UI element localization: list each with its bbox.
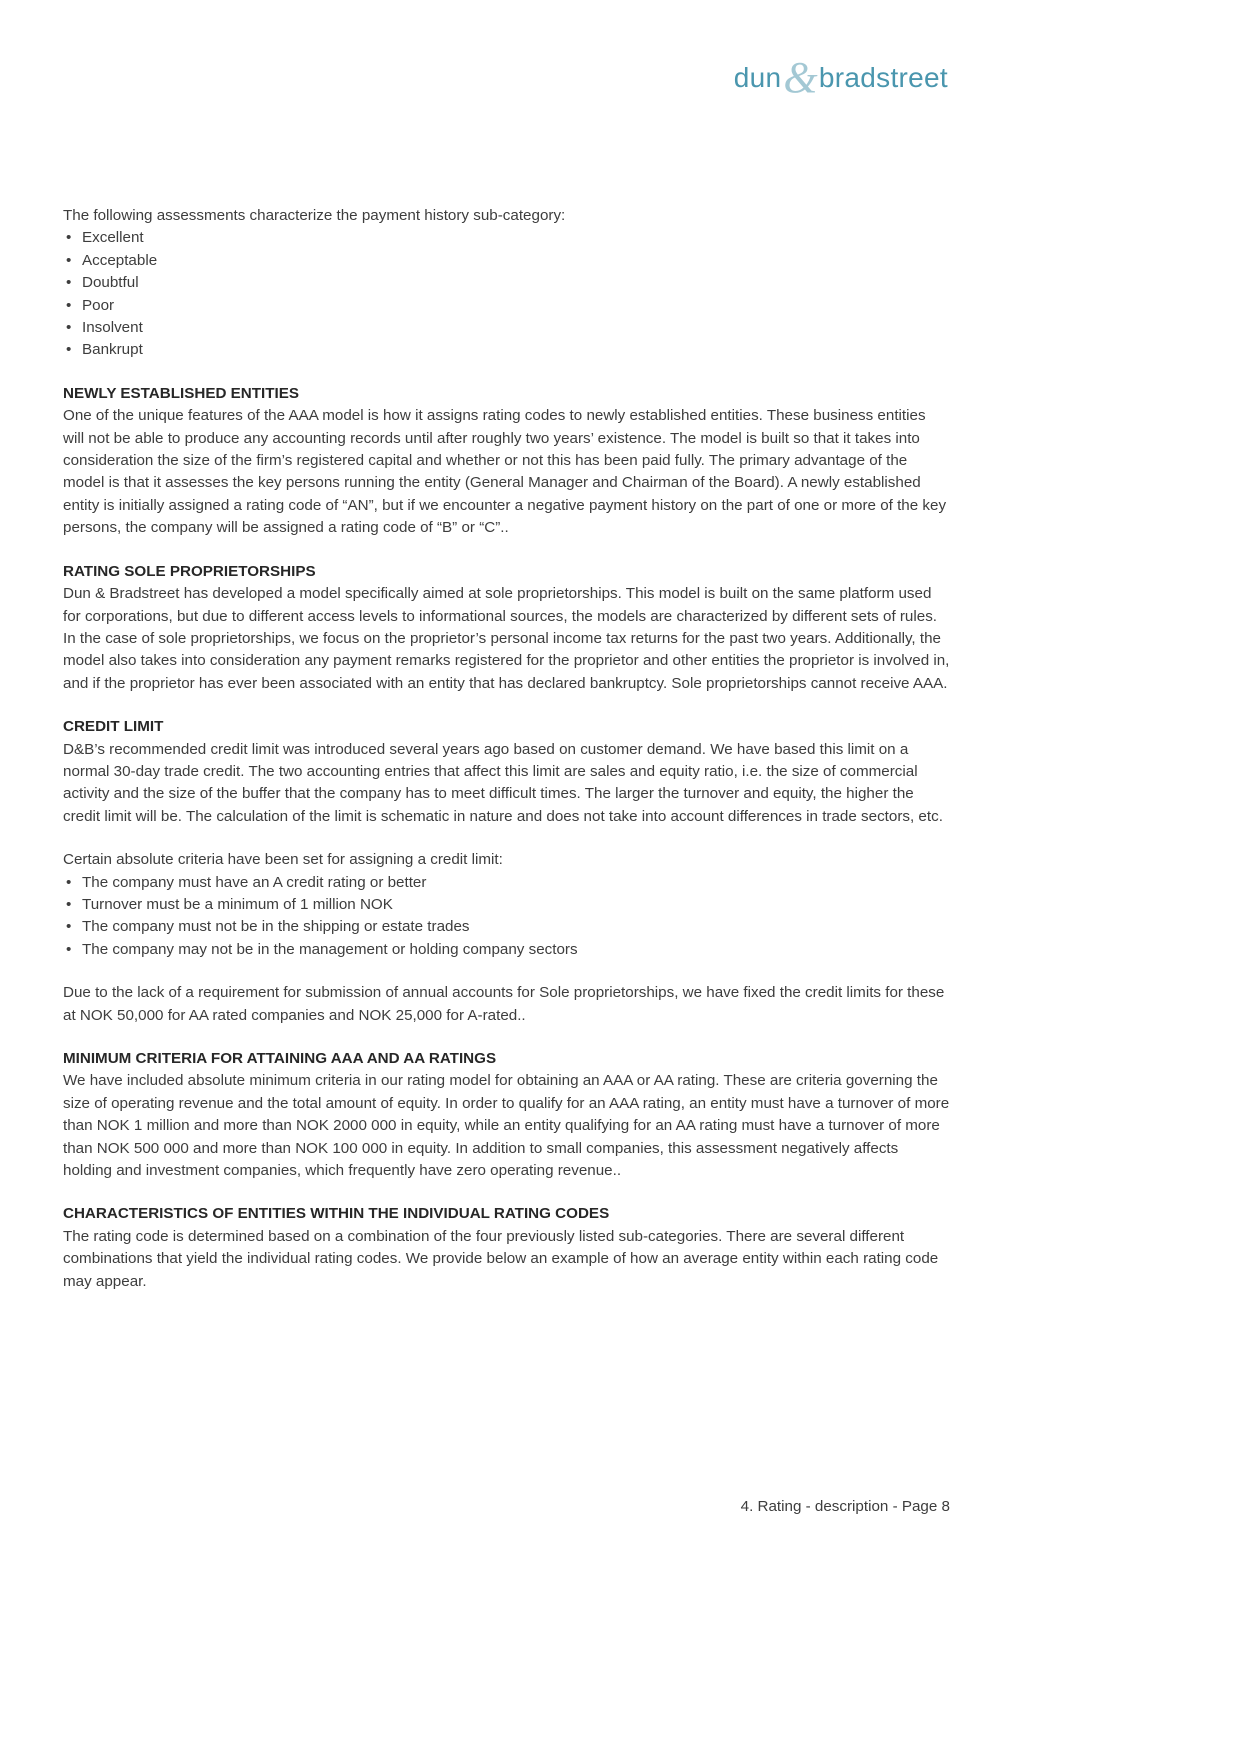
list-item: • Excellent xyxy=(63,227,950,249)
list-item: • Bankrupt xyxy=(63,339,950,361)
list-item: • Insolvent xyxy=(63,317,950,339)
section-minimum-criteria xyxy=(63,1048,950,1182)
paragraph: We have included absolute minimum criteria in our rating model for obtaining an AAA or AA rating. These are criteria governing the size of operating revenue and the total amount of equity. In order to qualify for an AAA rating, an entity must have a turnover of more than NOK 1 million and more than NOK 2000 000 in equity, while an entity qualifying for an AA rating must have a turnover of more than NOK 500 000 and more than NOK 100 000 in equity. In addition to small companies, this assessment negatively affects holding and investment companies, which frequently have zero operating revenue.. xyxy=(63,1072,950,1180)
section-credit-limit xyxy=(63,716,950,1027)
paragraph: D&B’s recommended credit limit was introduced several years ago based on customer demand. We have based this limit on a normal 30-day trade credit. The two accounting entries that affect this limit are sales and equity ratio, i.e. the size of commercial activity and the size of the buffer that the company has to meet difficult times. The larger the turnover and equity, the higher the credit limit will be. The calculation of the limit is schematic in nature and does not take into account differences in trade sectors, etc. xyxy=(63,740,943,825)
paragraph: Dun & Bradstreet has developed a model specifically aimed at sole proprietorships. This model is built on the same platform used for corporations, but due to different access levels to informational sources, the models are characterized by different sets of rules. In the case of sole proprietorships, we focus on the proprietor’s personal income tax returns for the past two years. Additionally, the model also takes into consideration any payment remarks registered for the proprietor and other entities the proprietor is involved in, and if the proprietor has ever been associated with an entity that has declared bankruptcy. Sole proprietorships cannot receive AAA. xyxy=(63,585,950,692)
logo-text-dun: dun xyxy=(733,62,782,93)
list-item: • The company must not be in the shipping or estate trades xyxy=(63,916,950,938)
section-heading: CHARACTERISTICS OF ENTITIES WITHIN THE INDIVIDUAL RATING CODES xyxy=(63,1205,610,1223)
list-item: • Poor xyxy=(63,295,950,317)
payment-history-assessments-list xyxy=(63,227,950,361)
list-item: • Acceptable xyxy=(63,250,950,272)
section-newly-established-entities xyxy=(63,383,950,540)
paragraph: The rating code is determined based on a combination of the four previously listed sub-categories. There are several different combinations that yield the individual rating codes. We provide below an example of how an average entity within each rating code may appear. xyxy=(63,1227,939,1290)
list-item: • The company must have an A credit rating or better xyxy=(63,872,950,894)
intro-lead: The following assessments characterize the payment history sub-category: xyxy=(63,207,566,224)
paragraph: Due to the lack of a requirement for submission of annual accounts for Sole proprietorships, we have fixed the credit limits for these at NOK 50,000 for AA rated companies and NOK 25,000 for A-rated.. xyxy=(63,984,945,1024)
section-heading: MINIMUM CRITERIA FOR ATTAINING AAA AND AA RATINGS xyxy=(63,1050,497,1067)
credit-limit-criteria-list xyxy=(63,872,950,962)
section-heading: CREDIT LIMIT xyxy=(63,718,164,736)
document-body xyxy=(63,205,950,1293)
list-item: • Doubtful xyxy=(63,272,950,294)
section-characteristics xyxy=(63,1203,950,1293)
dun-bradstreet-logo xyxy=(0,53,948,102)
list-item: • The company may not be in the management or holding company sectors xyxy=(63,939,950,961)
section-heading: RATING SOLE PROPRIETORSHIPS xyxy=(63,562,316,580)
logo-text-bradstreet: bradstreet xyxy=(818,62,948,93)
page-footer: 4. Rating - description - Page 8 xyxy=(740,1498,950,1515)
paragraph: One of the unique features of the AAA model is how it assigns rating codes to newly established entities. These business entities will not be able to produce any accounting records until after roughly two years’ existence. The model is built so that it takes into consideration the size of the firm’s registered capital and whether or not this has been paid fully. The primary advantage of the model is that it assesses the key persons running the entity (General Manager and Chairman of the Board). A newly established entity is initially assigned a rating code of “AN”, but if we encounter a negative payment history on the part of one or more of the key persons, the company will be assigned a rating code of “B” or “C”.. xyxy=(63,407,947,537)
list-item: • Turnover must be a minimum of 1 million NOK xyxy=(63,894,950,916)
logo-ampersand-icon: & xyxy=(783,53,818,102)
credit-criteria-lead: Certain absolute criteria have been set for assigning a credit limit: xyxy=(63,851,503,869)
section-heading: NEWLY ESTABLISHED ENTITIES xyxy=(63,384,299,402)
section-rating-sole-proprietorships xyxy=(63,561,950,695)
